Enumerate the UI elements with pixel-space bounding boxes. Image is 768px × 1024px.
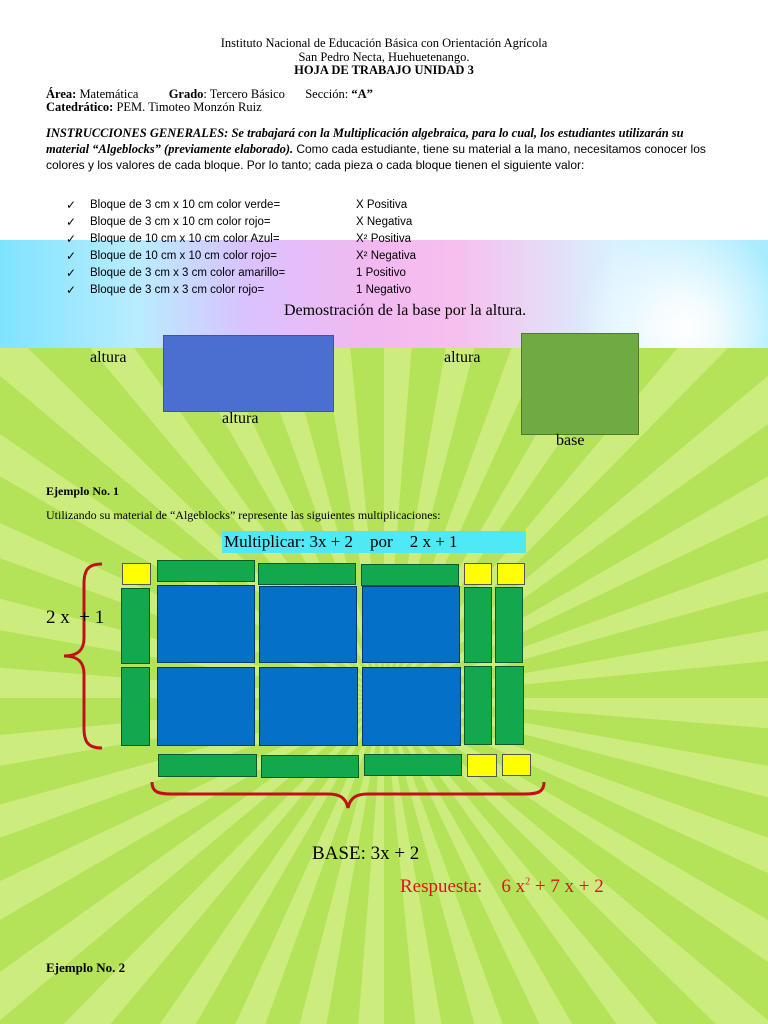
teacher-value: PEM. Timoteo Monzón Ruiz	[116, 100, 262, 114]
checkmark-icon: ✓	[66, 266, 77, 280]
block-value: X Positiva	[356, 199, 408, 211]
block-description: Bloque de 10 cm x 10 cm color rojo=	[90, 250, 277, 262]
green-block	[495, 666, 524, 745]
altura-label-right: altura	[444, 349, 481, 366]
green-block	[121, 588, 150, 664]
blue-block	[362, 667, 461, 746]
checkmark-icon: ✓	[66, 232, 77, 246]
location: San Pedro Necta, Huehuetenango.	[298, 50, 470, 64]
instructions-text: Como cada estudiante, tiene su material a la mano, necesitamos conocer los colores y los valores de cada bloque. Por lo tanto; cada pieza o cada bloque tienen el siguiente valor:	[46, 142, 706, 172]
green-block	[464, 587, 492, 663]
area-label: Área:	[46, 87, 77, 101]
example-1-text: Utilizando su material de “Algeblocks” represente las siguientes multiplicaciones:	[46, 508, 441, 522]
checkmark-icon: ✓	[66, 249, 77, 263]
base-expression: BASE: 3x + 2	[312, 843, 420, 864]
grade-value: : Tercero Básico	[203, 87, 285, 101]
block-value: X Negativa	[356, 216, 413, 228]
yellow-block	[467, 754, 497, 777]
green-block	[261, 755, 359, 778]
green-square-demo	[521, 333, 639, 435]
multiply-expression: Multiplicar: 3x + 2 por 2 x + 1	[222, 531, 526, 553]
height-expression: 2 x + 1	[46, 607, 105, 628]
instructions-heading: INSTRUCCIONES GENERALES: Se trabajará con la Multiplicación algebraica, para lo cual, los estudiantes utilizarán su material “Algeblocks” (previamente elaborado).	[46, 126, 684, 156]
blue-block	[157, 667, 255, 746]
green-block	[361, 564, 459, 586]
base-label-demo: base	[556, 432, 585, 449]
teacher-label: Catedrático:	[46, 100, 114, 114]
blue-rectangle-demo	[163, 335, 334, 412]
block-description: Bloque de 3 cm x 10 cm color verde=	[90, 199, 281, 211]
example-1-label: Ejemplo No. 1	[46, 484, 119, 498]
block-description: Bloque de 10 cm x 10 cm color Azul=	[90, 233, 280, 245]
green-block	[158, 754, 257, 777]
green-block	[121, 667, 150, 746]
block-value: X² Negativa	[356, 250, 417, 262]
checkmark-icon: ✓	[66, 198, 77, 212]
page-title: HOJA DE TRABAJO UNIDAD 3	[294, 63, 474, 77]
section-value: “A”	[351, 87, 373, 101]
block-value: 1 Positivo	[356, 267, 406, 279]
example-2-label: Ejemplo No. 2	[46, 960, 126, 975]
bottom-brace	[148, 778, 548, 812]
blue-block	[157, 585, 255, 663]
altura-label-bottom: altura	[222, 410, 259, 427]
grade-label: Grado	[168, 87, 204, 101]
green-block	[495, 587, 523, 663]
blue-block	[259, 586, 357, 663]
block-value: 1 Negativo	[356, 284, 411, 296]
instructions	[46, 125, 726, 173]
block-value: X² Positiva	[356, 233, 411, 245]
checkmark-icon: ✓	[66, 283, 77, 297]
blue-block	[259, 667, 358, 746]
green-block	[157, 560, 255, 582]
answer-term-2: + 7 x + 2	[534, 876, 604, 897]
answer-exponent: 2	[525, 876, 531, 888]
blue-block	[362, 586, 460, 663]
answer-term-1: 6 x	[501, 876, 526, 897]
info-line-1	[46, 87, 373, 101]
green-block	[258, 563, 356, 585]
yellow-block	[464, 563, 492, 585]
block-description: Bloque de 3 cm x 3 cm color rojo=	[90, 284, 265, 296]
left-brace	[58, 560, 108, 752]
block-description: Bloque de 3 cm x 10 cm color rojo=	[90, 216, 271, 228]
institute-name: Instituto Nacional de Educación Básica con Orientación Agrícola	[220, 36, 548, 50]
yellow-block	[122, 563, 151, 585]
info-line-2	[46, 100, 262, 114]
demo-title: Demostración de la base por la altura.	[283, 302, 527, 319]
yellow-block	[502, 754, 531, 776]
answer	[400, 876, 604, 898]
green-block	[364, 754, 462, 776]
area-value: Matemática	[79, 87, 139, 101]
block-description: Bloque de 3 cm x 3 cm color amarillo=	[90, 267, 286, 279]
section-label: Sección:	[305, 87, 349, 101]
yellow-block	[497, 563, 525, 585]
answer-label: Respuesta:	[400, 876, 483, 897]
green-block	[464, 666, 492, 745]
checkmark-icon: ✓	[66, 215, 77, 229]
altura-label-left: altura	[90, 349, 127, 366]
